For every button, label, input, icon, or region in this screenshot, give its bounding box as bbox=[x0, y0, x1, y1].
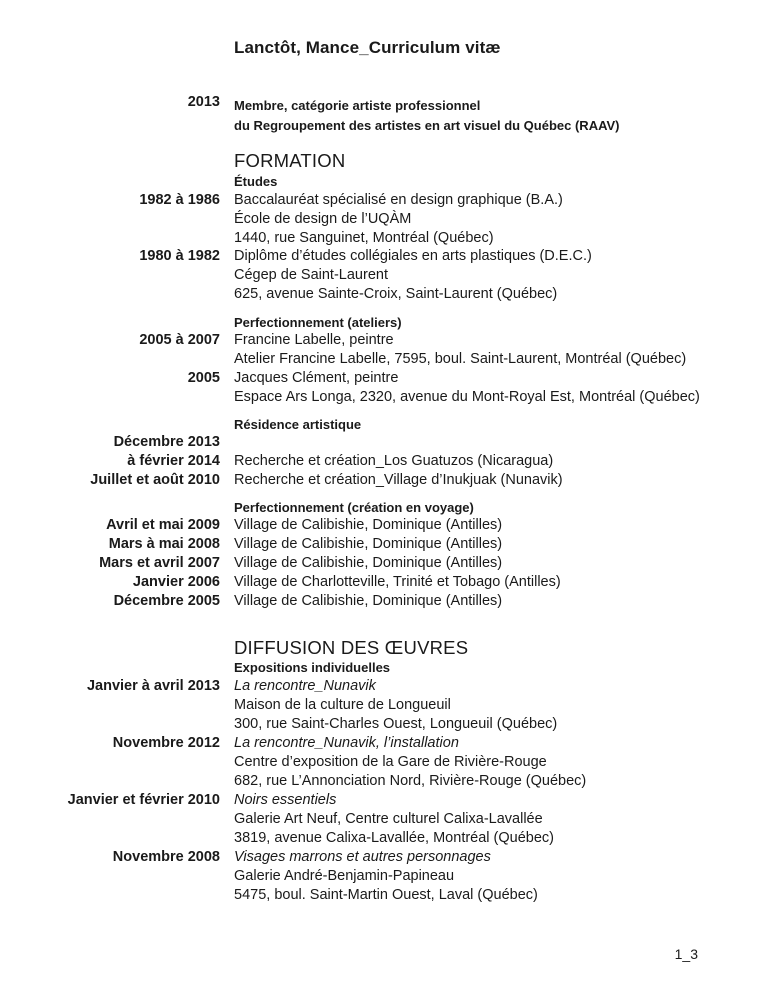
membership-line: Membre, catégorie artiste professionnel bbox=[234, 98, 481, 113]
entry-line: 5475, boul. Saint-Martin Ouest, Laval (Québec) bbox=[234, 887, 538, 903]
section-title-diffusion: DIFFUSION DES ŒUVRES bbox=[234, 637, 469, 658]
entry-date: 2005 bbox=[187, 370, 220, 386]
entry-line: Atelier Francine Labelle, 7595, boul. Saint-Laurent, Montréal (Québec) bbox=[234, 351, 687, 367]
entry-line: 625, avenue Sainte-Croix, Saint-Laurent (Québec) bbox=[234, 286, 558, 302]
entry-date: Janvier à avril 2013 bbox=[86, 678, 220, 694]
page-number: 1_3 bbox=[674, 946, 698, 962]
membership-block bbox=[234, 96, 620, 136]
entry-line: Recherche et création_Los Guatuzos (Nicaragua) bbox=[234, 453, 554, 469]
entry-line: Cégep de Saint-Laurent bbox=[234, 267, 388, 283]
entry-line: Village de Calibishie, Dominique (Antilles) bbox=[234, 555, 503, 571]
entry-date: 1982 à 1986 bbox=[139, 192, 220, 208]
subheading-etudes: Études bbox=[234, 174, 278, 189]
exhibition-title: Noirs essentiels bbox=[234, 792, 337, 808]
entry-line: Baccalauréat spécialisé en design graphique (B.A.) bbox=[234, 192, 563, 208]
entry-line: Espace Ars Longa, 2320, avenue du Mont-Royal Est, Montréal (Québec) bbox=[234, 389, 700, 405]
entry-date: Janvier et février 2010 bbox=[67, 792, 220, 808]
entry-line: 1440, rue Sanguinet, Montréal (Québec) bbox=[234, 230, 494, 246]
subheading-voyage: Perfectionnement (création en voyage) bbox=[234, 500, 474, 515]
membership-year: 2013 bbox=[187, 94, 220, 110]
entry-line: Galerie Art Neuf, Centre culturel Calixa-Lavallée bbox=[234, 811, 543, 827]
exhibition-title: La rencontre_Nunavik bbox=[234, 678, 376, 694]
entry-date: Décembre 2005 bbox=[113, 593, 220, 609]
entry-date: 1980 à 1982 bbox=[139, 248, 220, 264]
subheading-residence: Résidence artistique bbox=[234, 417, 362, 432]
entry-date: Avril et mai 2009 bbox=[106, 517, 220, 533]
entry-line: Village de Calibishie, Dominique (Antilles) bbox=[234, 536, 503, 552]
entry-date: Janvier 2006 bbox=[132, 574, 220, 590]
document-title: Lanctôt, Mance_Curriculum vitæ bbox=[234, 38, 501, 57]
entry-line: Centre d’exposition de la Gare de Rivière-Rouge bbox=[234, 754, 547, 770]
entry-date: 2005 à 2007 bbox=[139, 332, 220, 348]
entry-date: Mars et avril 2007 bbox=[99, 555, 220, 571]
entry-date: Novembre 2008 bbox=[112, 849, 220, 865]
entry-date: Décembre 2013 bbox=[113, 434, 220, 450]
entry-date: Novembre 2012 bbox=[112, 735, 220, 751]
exhibition-title: La rencontre_Nunavik, l’installation bbox=[234, 735, 459, 751]
entry-line: École de design de l’UQÀM bbox=[234, 211, 412, 227]
entry-date: Juillet et août 2010 bbox=[90, 472, 220, 488]
entry-line: 3819, avenue Calixa-Lavallée, Montréal (Québec) bbox=[234, 830, 554, 846]
entry-date: Mars à mai 2008 bbox=[108, 536, 220, 552]
entry-line: Diplôme d’études collégiales en arts plastiques (D.E.C.) bbox=[234, 248, 592, 264]
entry-line: Village de Calibishie, Dominique (Antilles) bbox=[234, 593, 503, 609]
entry-line: Francine Labelle, peintre bbox=[234, 332, 394, 348]
entry-line: 682, rue L’Annonciation Nord, Rivière-Rouge (Québec) bbox=[234, 773, 587, 789]
entry-line: Jacques Clément, peintre bbox=[234, 370, 399, 386]
entry-line: Village de Calibishie, Dominique (Antilles) bbox=[234, 517, 503, 533]
exhibition-title: Visages marrons et autres personnages bbox=[234, 849, 491, 865]
entry-line: 300, rue Saint-Charles Ouest, Longueuil (Québec) bbox=[234, 716, 558, 732]
section-title-formation: FORMATION bbox=[234, 150, 346, 171]
entry-line: Galerie André-Benjamin-Papineau bbox=[234, 868, 455, 884]
entry-line: Village de Charlotteville, Trinité et Tobago (Antilles) bbox=[234, 574, 561, 590]
subheading-ateliers: Perfectionnement (ateliers) bbox=[234, 315, 402, 330]
subheading-individuelles: Expositions individuelles bbox=[234, 660, 391, 675]
membership-line: du Regroupement des artistes en art visuel du Québec (RAAV) bbox=[234, 118, 620, 133]
entry-date: à février 2014 bbox=[127, 453, 220, 469]
entry-line: Recherche et création_Village d’Inukjuak (Nunavik) bbox=[234, 472, 563, 488]
entry-line: Maison de la culture de Longueuil bbox=[234, 697, 451, 713]
